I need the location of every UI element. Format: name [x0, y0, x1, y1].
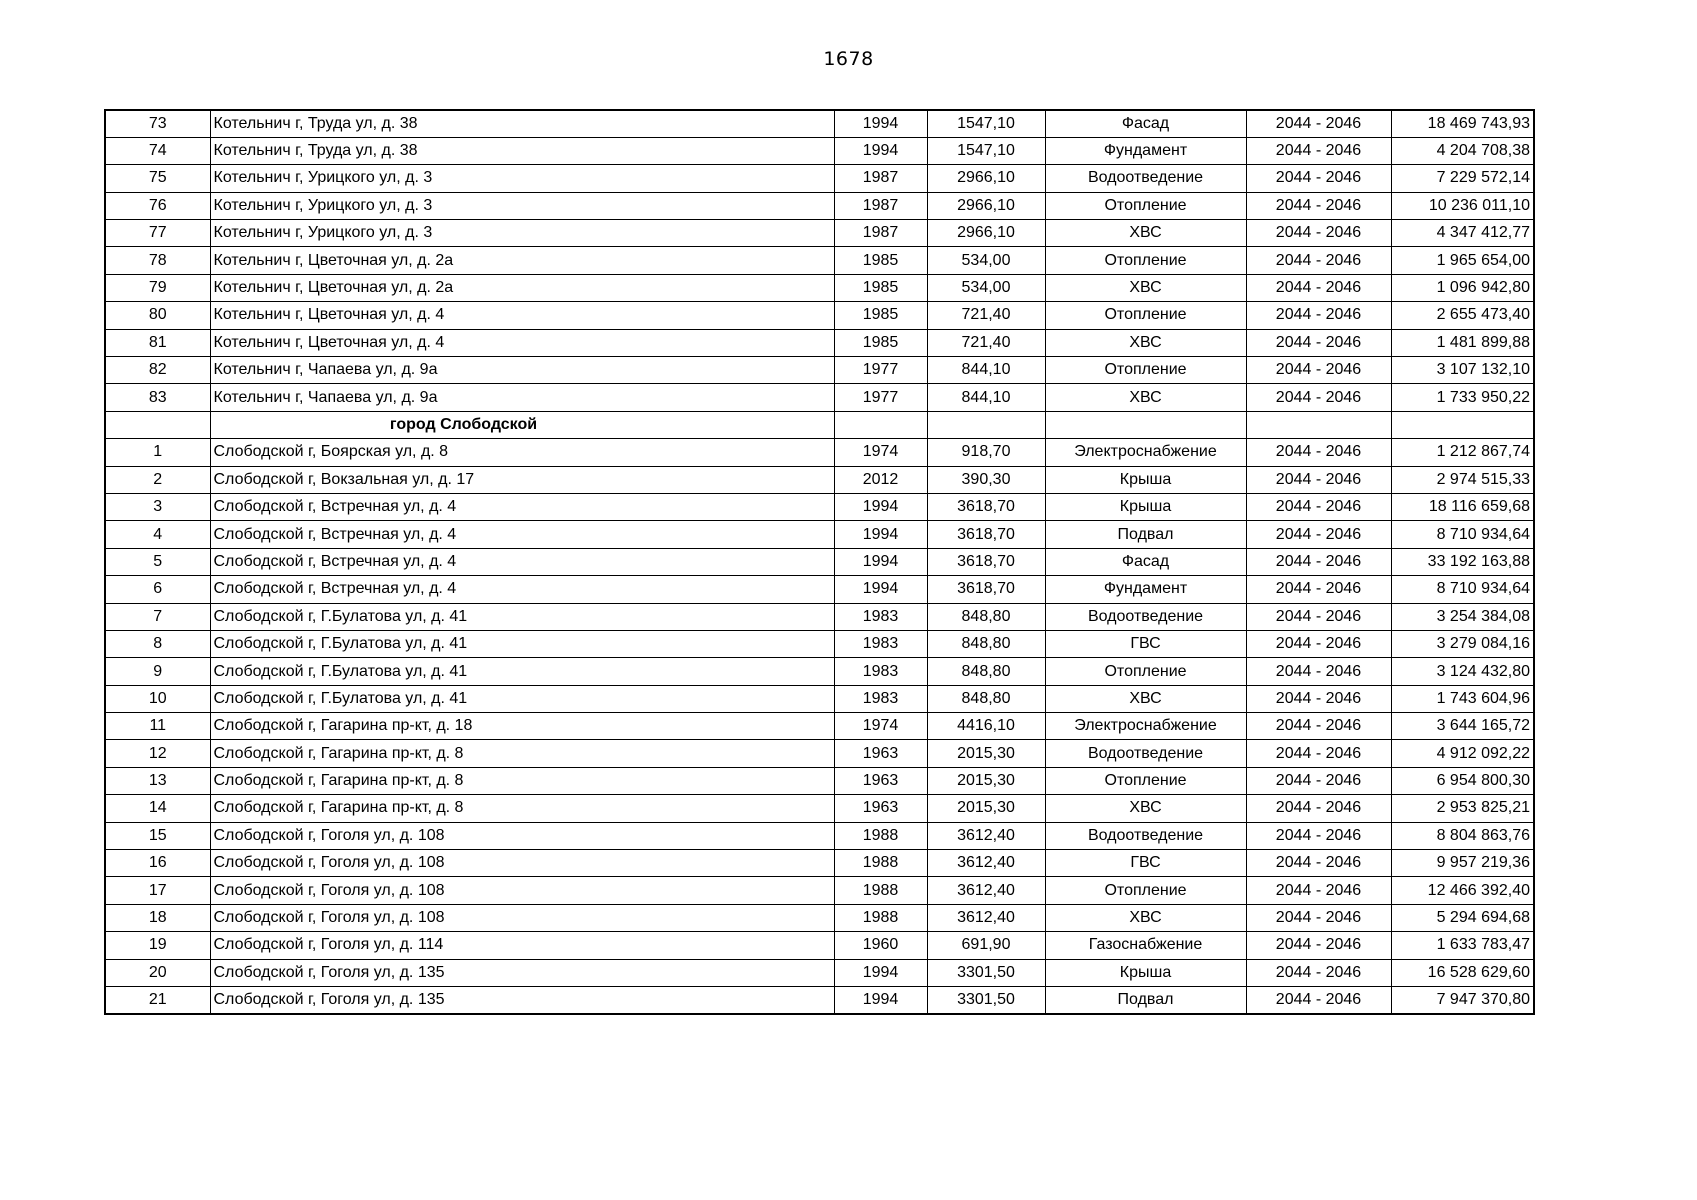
- build-year-cell: 1994: [834, 576, 927, 603]
- address-cell: Котельнич г, Урицкого ул, д. 3: [210, 220, 834, 247]
- row-number-cell: 73: [105, 110, 210, 137]
- address-cell: Слободской г, Боярская ул, д. 8: [210, 439, 834, 466]
- row-number-cell: 75: [105, 165, 210, 192]
- build-year-cell: 1985: [834, 247, 927, 274]
- table-row: [105, 192, 1534, 219]
- table-row: [105, 987, 1534, 1014]
- repair-schedule-table: [104, 109, 1535, 1015]
- period-cell: 2044 - 2046: [1246, 767, 1391, 794]
- period-cell: 2044 - 2046: [1246, 576, 1391, 603]
- build-year-cell: 1963: [834, 795, 927, 822]
- area-cell: 3612,40: [927, 904, 1045, 931]
- work-type-cell: Электроснабжение: [1045, 439, 1246, 466]
- work-type-cell: ХВС: [1045, 274, 1246, 301]
- period-cell: 2044 - 2046: [1246, 713, 1391, 740]
- period-cell: 2044 - 2046: [1246, 384, 1391, 411]
- address-cell: Котельнич г, Цветочная ул, д. 4: [210, 302, 834, 329]
- empty-cell: [1391, 411, 1534, 438]
- table-row: [105, 959, 1534, 986]
- row-number-cell: 6: [105, 576, 210, 603]
- address-cell: Слободской г, Г.Булатова ул, д. 41: [210, 685, 834, 712]
- work-type-cell: Газоснабжение: [1045, 932, 1246, 959]
- address-cell: Котельнич г, Цветочная ул, д. 2а: [210, 274, 834, 301]
- table-row: [105, 740, 1534, 767]
- period-cell: 2044 - 2046: [1246, 877, 1391, 904]
- build-year-cell: 1983: [834, 630, 927, 657]
- area-cell: 2966,10: [927, 192, 1045, 219]
- work-type-cell: Фасад: [1045, 548, 1246, 575]
- address-cell: Слободской г, Гагарина пр-кт, д. 8: [210, 767, 834, 794]
- cost-cell: 8 710 934,64: [1391, 521, 1534, 548]
- cost-cell: 6 954 800,30: [1391, 767, 1534, 794]
- row-number-cell: 20: [105, 959, 210, 986]
- period-cell: 2044 - 2046: [1246, 548, 1391, 575]
- table-row: [105, 658, 1534, 685]
- build-year-cell: 1974: [834, 713, 927, 740]
- work-type-cell: Электроснабжение: [1045, 713, 1246, 740]
- cost-cell: 7 229 572,14: [1391, 165, 1534, 192]
- build-year-cell: 1994: [834, 110, 927, 137]
- cost-cell: 3 107 132,10: [1391, 357, 1534, 384]
- address-cell: Слободской г, Гоголя ул, д. 108: [210, 850, 834, 877]
- area-cell: 4416,10: [927, 713, 1045, 740]
- table-row: [105, 137, 1534, 164]
- row-number-cell: 16: [105, 850, 210, 877]
- area-cell: 2015,30: [927, 767, 1045, 794]
- work-type-cell: ХВС: [1045, 220, 1246, 247]
- area-cell: 534,00: [927, 274, 1045, 301]
- period-cell: 2044 - 2046: [1246, 959, 1391, 986]
- area-cell: 691,90: [927, 932, 1045, 959]
- work-type-cell: Крыша: [1045, 493, 1246, 520]
- cost-cell: 8 804 863,76: [1391, 822, 1534, 849]
- table-row: [105, 329, 1534, 356]
- cost-cell: 4 347 412,77: [1391, 220, 1534, 247]
- cost-cell: 12 466 392,40: [1391, 877, 1534, 904]
- build-year-cell: 1994: [834, 137, 927, 164]
- cost-cell: 1 743 604,96: [1391, 685, 1534, 712]
- build-year-cell: 1994: [834, 987, 927, 1014]
- cost-cell: 16 528 629,60: [1391, 959, 1534, 986]
- row-number-cell: 17: [105, 877, 210, 904]
- address-cell: Слободской г, Вокзальная ул, д. 17: [210, 466, 834, 493]
- cost-cell: 2 953 825,21: [1391, 795, 1534, 822]
- work-type-cell: Фундамент: [1045, 576, 1246, 603]
- row-number-cell: 15: [105, 822, 210, 849]
- row-number-cell: 11: [105, 713, 210, 740]
- work-type-cell: ХВС: [1045, 329, 1246, 356]
- build-year-cell: 1985: [834, 302, 927, 329]
- row-number-cell: 13: [105, 767, 210, 794]
- period-cell: 2044 - 2046: [1246, 493, 1391, 520]
- period-cell: 2044 - 2046: [1246, 603, 1391, 630]
- period-cell: 2044 - 2046: [1246, 220, 1391, 247]
- build-year-cell: 1985: [834, 329, 927, 356]
- cost-cell: 4 204 708,38: [1391, 137, 1534, 164]
- build-year-cell: 1994: [834, 959, 927, 986]
- empty-cell: [105, 411, 210, 438]
- period-cell: 2044 - 2046: [1246, 247, 1391, 274]
- cost-cell: 4 912 092,22: [1391, 740, 1534, 767]
- work-type-cell: Подвал: [1045, 987, 1246, 1014]
- build-year-cell: 1994: [834, 493, 927, 520]
- period-cell: 2044 - 2046: [1246, 904, 1391, 931]
- work-type-cell: ГВС: [1045, 630, 1246, 657]
- build-year-cell: 1963: [834, 740, 927, 767]
- build-year-cell: 1994: [834, 548, 927, 575]
- period-cell: 2044 - 2046: [1246, 137, 1391, 164]
- table-row: [105, 548, 1534, 575]
- area-cell: 844,10: [927, 357, 1045, 384]
- build-year-cell: 1988: [834, 850, 927, 877]
- cost-cell: 1 212 867,74: [1391, 439, 1534, 466]
- address-cell: Слободской г, Гагарина пр-кт, д. 8: [210, 795, 834, 822]
- cost-cell: 2 974 515,33: [1391, 466, 1534, 493]
- table-row: [105, 877, 1534, 904]
- build-year-cell: 1994: [834, 521, 927, 548]
- area-cell: 848,80: [927, 658, 1045, 685]
- period-cell: 2044 - 2046: [1246, 740, 1391, 767]
- table-row: [105, 247, 1534, 274]
- area-cell: 3618,70: [927, 548, 1045, 575]
- build-year-cell: 1988: [834, 822, 927, 849]
- address-cell: Котельнич г, Чапаева ул, д. 9а: [210, 384, 834, 411]
- cost-cell: 7 947 370,80: [1391, 987, 1534, 1014]
- period-cell: 2044 - 2046: [1246, 274, 1391, 301]
- table-row: [105, 357, 1534, 384]
- period-cell: 2044 - 2046: [1246, 685, 1391, 712]
- address-cell: Котельнич г, Цветочная ул, д. 2а: [210, 247, 834, 274]
- build-year-cell: 1983: [834, 603, 927, 630]
- address-cell: Котельнич г, Труда ул, д. 38: [210, 137, 834, 164]
- cost-cell: 1 096 942,80: [1391, 274, 1534, 301]
- table-row: [105, 220, 1534, 247]
- area-cell: 2966,10: [927, 165, 1045, 192]
- build-year-cell: 1977: [834, 357, 927, 384]
- build-year-cell: 1960: [834, 932, 927, 959]
- row-number-cell: 3: [105, 493, 210, 520]
- address-cell: Слободской г, Встречная ул, д. 4: [210, 576, 834, 603]
- cost-cell: 18 469 743,93: [1391, 110, 1534, 137]
- row-number-cell: 80: [105, 302, 210, 329]
- cost-cell: 18 116 659,68: [1391, 493, 1534, 520]
- table-row: [105, 685, 1534, 712]
- cost-cell: 3 254 384,08: [1391, 603, 1534, 630]
- cost-cell: 1 733 950,22: [1391, 384, 1534, 411]
- row-number-cell: 12: [105, 740, 210, 767]
- area-cell: 3618,70: [927, 576, 1045, 603]
- work-type-cell: Отопление: [1045, 192, 1246, 219]
- table-row: [105, 274, 1534, 301]
- table-row: [105, 439, 1534, 466]
- area-cell: 3301,50: [927, 959, 1045, 986]
- area-cell: 3612,40: [927, 850, 1045, 877]
- build-year-cell: 1988: [834, 904, 927, 931]
- work-type-cell: Фундамент: [1045, 137, 1246, 164]
- work-type-cell: Крыша: [1045, 466, 1246, 493]
- work-type-cell: Отопление: [1045, 247, 1246, 274]
- area-cell: 3618,70: [927, 493, 1045, 520]
- build-year-cell: 1988: [834, 877, 927, 904]
- table-row: [105, 165, 1534, 192]
- period-cell: 2044 - 2046: [1246, 110, 1391, 137]
- row-number-cell: 19: [105, 932, 210, 959]
- build-year-cell: 1983: [834, 685, 927, 712]
- build-year-cell: 1987: [834, 192, 927, 219]
- build-year-cell: 1977: [834, 384, 927, 411]
- build-year-cell: 2012: [834, 466, 927, 493]
- row-number-cell: 5: [105, 548, 210, 575]
- area-cell: 2966,10: [927, 220, 1045, 247]
- row-number-cell: 1: [105, 439, 210, 466]
- table-row: [105, 521, 1534, 548]
- address-cell: Слободской г, Г.Булатова ул, д. 41: [210, 658, 834, 685]
- empty-cell: [834, 411, 927, 438]
- build-year-cell: 1974: [834, 439, 927, 466]
- section-title: город Слободской: [210, 411, 834, 438]
- cost-cell: 5 294 694,68: [1391, 904, 1534, 931]
- address-cell: Слободской г, Гоголя ул, д. 135: [210, 987, 834, 1014]
- build-year-cell: 1987: [834, 220, 927, 247]
- row-number-cell: 79: [105, 274, 210, 301]
- cost-cell: 2 655 473,40: [1391, 302, 1534, 329]
- address-cell: Котельнич г, Цветочная ул, д. 4: [210, 329, 834, 356]
- cost-cell: 9 957 219,36: [1391, 850, 1534, 877]
- address-cell: Слободской г, Г.Булатова ул, д. 41: [210, 603, 834, 630]
- work-type-cell: Отопление: [1045, 877, 1246, 904]
- cost-cell: 3 644 165,72: [1391, 713, 1534, 740]
- row-number-cell: 74: [105, 137, 210, 164]
- table-row: [105, 795, 1534, 822]
- area-cell: 721,40: [927, 329, 1045, 356]
- empty-cell: [927, 411, 1045, 438]
- table-row: [105, 822, 1534, 849]
- address-cell: Котельнич г, Урицкого ул, д. 3: [210, 165, 834, 192]
- row-number-cell: 21: [105, 987, 210, 1014]
- cost-cell: 10 236 011,10: [1391, 192, 1534, 219]
- address-cell: Слободской г, Гоголя ул, д. 114: [210, 932, 834, 959]
- area-cell: 1547,10: [927, 137, 1045, 164]
- area-cell: 848,80: [927, 630, 1045, 657]
- table-body: [105, 110, 1534, 1014]
- table-row: [105, 110, 1534, 137]
- area-cell: 390,30: [927, 466, 1045, 493]
- area-cell: 3301,50: [927, 987, 1045, 1014]
- work-type-cell: Водоотведение: [1045, 603, 1246, 630]
- row-number-cell: 4: [105, 521, 210, 548]
- address-cell: Слободской г, Гоголя ул, д. 135: [210, 959, 834, 986]
- period-cell: 2044 - 2046: [1246, 658, 1391, 685]
- row-number-cell: 81: [105, 329, 210, 356]
- work-type-cell: Отопление: [1045, 767, 1246, 794]
- period-cell: 2044 - 2046: [1246, 521, 1391, 548]
- table-row: [105, 576, 1534, 603]
- cost-cell: 33 192 163,88: [1391, 548, 1534, 575]
- area-cell: 2015,30: [927, 740, 1045, 767]
- work-type-cell: ГВС: [1045, 850, 1246, 877]
- cost-cell: 1 481 899,88: [1391, 329, 1534, 356]
- period-cell: 2044 - 2046: [1246, 357, 1391, 384]
- area-cell: 1547,10: [927, 110, 1045, 137]
- cost-cell: 3 124 432,80: [1391, 658, 1534, 685]
- address-cell: Котельнич г, Урицкого ул, д. 3: [210, 192, 834, 219]
- build-year-cell: 1983: [834, 658, 927, 685]
- table-row: [105, 850, 1534, 877]
- table-row: [105, 630, 1534, 657]
- area-cell: 848,80: [927, 603, 1045, 630]
- address-cell: Слободской г, Г.Булатова ул, д. 41: [210, 630, 834, 657]
- work-type-cell: ХВС: [1045, 685, 1246, 712]
- area-cell: 3612,40: [927, 822, 1045, 849]
- build-year-cell: 1985: [834, 274, 927, 301]
- period-cell: 2044 - 2046: [1246, 630, 1391, 657]
- row-number-cell: 7: [105, 603, 210, 630]
- address-cell: Слободской г, Гагарина пр-кт, д. 18: [210, 713, 834, 740]
- work-type-cell: Водоотведение: [1045, 822, 1246, 849]
- cost-cell: 8 710 934,64: [1391, 576, 1534, 603]
- period-cell: 2044 - 2046: [1246, 329, 1391, 356]
- empty-cell: [1045, 411, 1246, 438]
- work-type-cell: ХВС: [1045, 384, 1246, 411]
- period-cell: 2044 - 2046: [1246, 795, 1391, 822]
- period-cell: 2044 - 2046: [1246, 439, 1391, 466]
- address-cell: Котельнич г, Труда ул, д. 38: [210, 110, 834, 137]
- table-row: [105, 904, 1534, 931]
- address-cell: Слободской г, Гоголя ул, д. 108: [210, 904, 834, 931]
- row-number-cell: 8: [105, 630, 210, 657]
- row-number-cell: 10: [105, 685, 210, 712]
- address-cell: Слободской г, Гоголя ул, д. 108: [210, 877, 834, 904]
- work-type-cell: ХВС: [1045, 904, 1246, 931]
- build-year-cell: 1963: [834, 767, 927, 794]
- address-cell: Слободской г, Встречная ул, д. 4: [210, 493, 834, 520]
- cost-cell: 1 633 783,47: [1391, 932, 1534, 959]
- table-row: [105, 493, 1534, 520]
- work-type-cell: Отопление: [1045, 658, 1246, 685]
- row-number-cell: 9: [105, 658, 210, 685]
- table-row: [105, 767, 1534, 794]
- area-cell: 534,00: [927, 247, 1045, 274]
- period-cell: 2044 - 2046: [1246, 822, 1391, 849]
- row-number-cell: 14: [105, 795, 210, 822]
- table-row: [105, 302, 1534, 329]
- period-cell: 2044 - 2046: [1246, 932, 1391, 959]
- row-number-cell: 82: [105, 357, 210, 384]
- period-cell: 2044 - 2046: [1246, 466, 1391, 493]
- cost-cell: 1 965 654,00: [1391, 247, 1534, 274]
- row-number-cell: 2: [105, 466, 210, 493]
- build-year-cell: 1987: [834, 165, 927, 192]
- address-cell: Слободской г, Гагарина пр-кт, д. 8: [210, 740, 834, 767]
- work-type-cell: Водоотведение: [1045, 740, 1246, 767]
- area-cell: 3612,40: [927, 877, 1045, 904]
- area-cell: 918,70: [927, 439, 1045, 466]
- area-cell: 848,80: [927, 685, 1045, 712]
- work-type-cell: Водоотведение: [1045, 165, 1246, 192]
- address-cell: Слободской г, Встречная ул, д. 4: [210, 548, 834, 575]
- row-number-cell: 78: [105, 247, 210, 274]
- work-type-cell: Подвал: [1045, 521, 1246, 548]
- period-cell: 2044 - 2046: [1246, 192, 1391, 219]
- work-type-cell: Фасад: [1045, 110, 1246, 137]
- area-cell: 3618,70: [927, 521, 1045, 548]
- address-cell: Котельнич г, Чапаева ул, д. 9а: [210, 357, 834, 384]
- table-row: [105, 466, 1534, 493]
- period-cell: 2044 - 2046: [1246, 165, 1391, 192]
- area-cell: 721,40: [927, 302, 1045, 329]
- area-cell: 2015,30: [927, 795, 1045, 822]
- period-cell: 2044 - 2046: [1246, 302, 1391, 329]
- table-row: [105, 932, 1534, 959]
- table-row: [105, 384, 1534, 411]
- table-row: [105, 713, 1534, 740]
- page-number: 1678: [823, 48, 874, 70]
- work-type-cell: Отопление: [1045, 302, 1246, 329]
- row-number-cell: 18: [105, 904, 210, 931]
- work-type-cell: ХВС: [1045, 795, 1246, 822]
- address-cell: Слободской г, Встречная ул, д. 4: [210, 521, 834, 548]
- empty-cell: [1246, 411, 1391, 438]
- row-number-cell: 83: [105, 384, 210, 411]
- period-cell: 2044 - 2046: [1246, 850, 1391, 877]
- row-number-cell: 76: [105, 192, 210, 219]
- address-cell: Слободской г, Гоголя ул, д. 108: [210, 822, 834, 849]
- area-cell: 844,10: [927, 384, 1045, 411]
- section-header-row: [105, 411, 1534, 438]
- work-type-cell: Крыша: [1045, 959, 1246, 986]
- work-type-cell: Отопление: [1045, 357, 1246, 384]
- period-cell: 2044 - 2046: [1246, 987, 1391, 1014]
- table-row: [105, 603, 1534, 630]
- cost-cell: 3 279 084,16: [1391, 630, 1534, 657]
- row-number-cell: 77: [105, 220, 210, 247]
